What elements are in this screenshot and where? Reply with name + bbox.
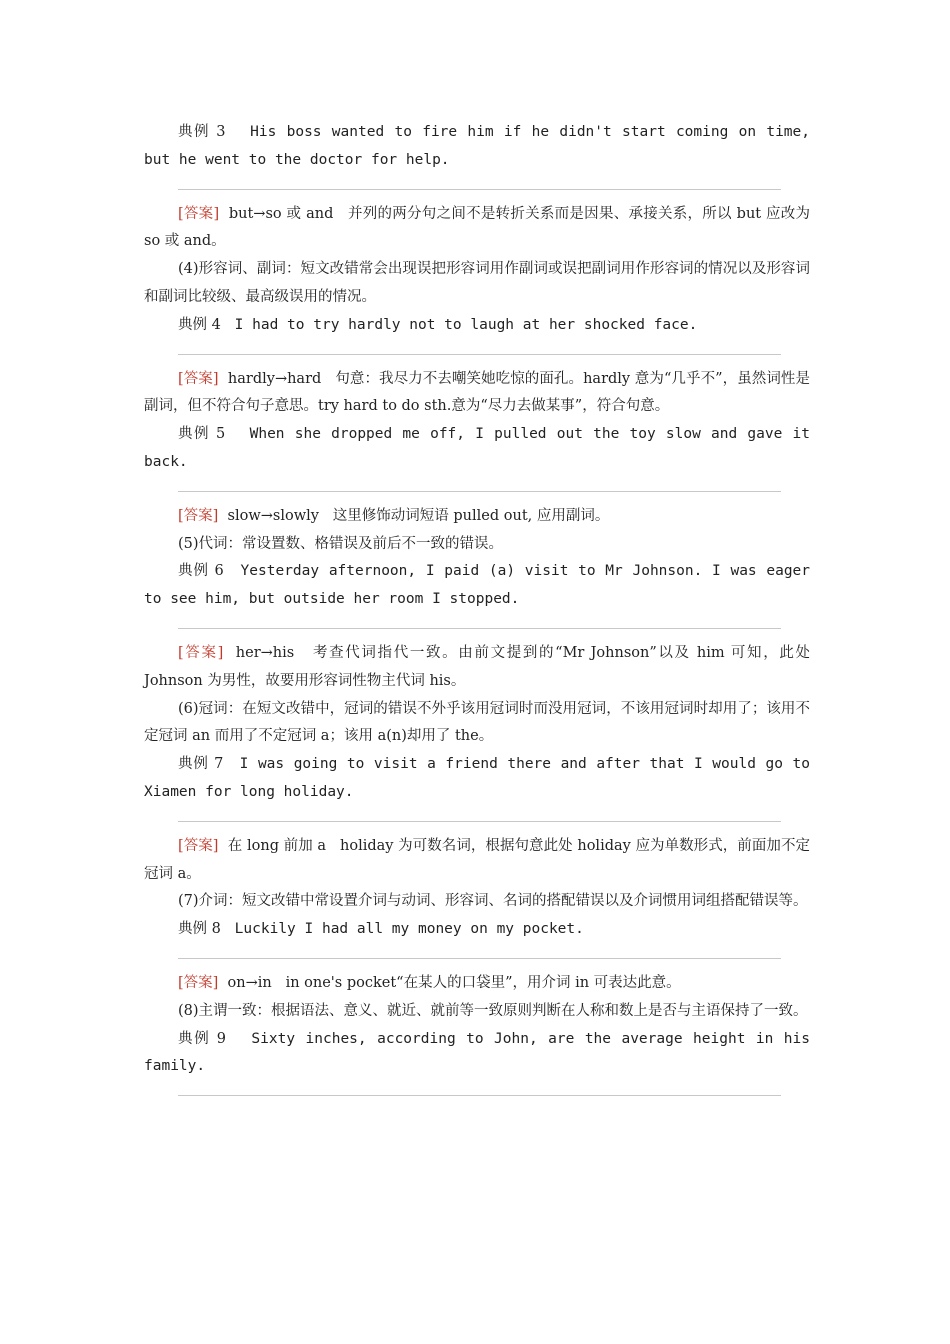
- example-label: 典例 7: [178, 756, 224, 773]
- example-label: 典例 6: [178, 563, 224, 580]
- answer-blank-line: [178, 491, 781, 492]
- example-3: [144, 119, 819, 175]
- answer-text: 在 long 前加 a holiday 为可数名词，根据句意此处 holiday 应为单数形式，前面加不定冠词 a。: [144, 837, 811, 882]
- answer-6: [144, 640, 815, 696]
- answer-text: but→so 或 and 并列的两分句之间不是转折关系而是因果、承接关系，所以 but 应改为 so 或 and。: [144, 205, 815, 250]
- section-4-adjectives-adverbs: (4)形容词、副词：短文改错常会出现误把形容词用作副词或误把副词用作形容词的情况以及形容词和副词比较级、最高级误用的情况。: [144, 261, 810, 305]
- answer-5: [144, 503, 810, 531]
- answer-label: [答案]: [178, 644, 224, 661]
- section-6-articles: (6)冠词：在短文改错中，冠词的错误不外乎该用冠词时而没用冠词，不该用冠词时却用了；该用不定冠词 an 而用了不定冠词 a；该用 a(n)却用了 the。: [144, 700, 810, 745]
- answer-label: [答案]: [178, 837, 219, 854]
- example-8: [144, 916, 810, 944]
- answer-blank-line: [178, 189, 781, 190]
- answer-label: [答案]: [178, 974, 219, 991]
- answer-blank-line: [178, 958, 781, 959]
- example-label: 典例 5: [178, 426, 226, 443]
- answer-text: slow→slowly 这里修饰动词短语 pulled out, 应用副词。: [227, 507, 610, 524]
- answer-blank-line: [178, 1095, 781, 1096]
- example-4: [144, 312, 810, 340]
- answer-label: [答案]: [178, 507, 219, 524]
- example-sentence: Sixty inches, according to John, are the average height in his family.: [144, 1030, 819, 1075]
- section-7-prepositions: (7)介词：短文改错中常设置介词与动词、形容词、名词的搭配错误以及介词惯用词组搭配错误等。: [178, 893, 808, 910]
- example-label: 典例 3: [178, 124, 226, 140]
- example-label: 典例 8: [178, 921, 221, 938]
- answer-blank-line: [178, 628, 781, 629]
- answer-text: on→in in one's pocket“在某人的口袋里”，用介词 in 可表达此意。: [227, 974, 681, 991]
- answer-3: [144, 201, 815, 257]
- example-sentence: When she dropped me off, I pulled out the toy slow and gave it back.: [144, 426, 819, 470]
- answer-4: [144, 366, 810, 422]
- answer-blank-line: [178, 821, 781, 822]
- section-8-subject-verb-agreement: (8)主谓一致：根据语法、意义、就近、就前等一致原则判断在人称和数上是否与主语保持了一致。: [178, 1002, 808, 1019]
- answer-blank-line: [178, 354, 781, 355]
- answer-text: hardly→hard 句意：我尽力不去嘲笑她吃惊的面孔。hardly 意为“几乎不”，虽然词性是副词，但不符合句子意思。try hard to do sth.意为“尽力去做某事”，符合句意。: [144, 370, 810, 415]
- section-5-pronouns: (5)代词：常设置数、格错误及前后不一致的错误。: [178, 535, 504, 552]
- answer-7: [144, 833, 810, 889]
- example-sentence: His boss wanted to fire him if he didn't start coming on time, but he went to the doctor for help.: [144, 124, 819, 168]
- example-sentence: Yesterday afternoon, I paid (a) visit to Mr Johnson. I was eager to see him, but outside her room I stopped.: [144, 563, 819, 608]
- example-sentence: I had to try hardly not to laugh at her shocked face.: [234, 316, 698, 333]
- document-page: [144, 119, 819, 1107]
- example-sentence: I was going to visit a friend there and after that I would go to Xiamen for long holiday.: [144, 756, 819, 800]
- answer-label: [答案]: [178, 370, 219, 387]
- example-sentence: Luckily I had all my money on my pocket.: [234, 921, 584, 938]
- example-label: 典例 9: [178, 1030, 227, 1047]
- example-9: [144, 1026, 819, 1082]
- example-5: [144, 421, 819, 477]
- example-6: [144, 558, 819, 614]
- answer-label: [答案]: [178, 205, 220, 222]
- example-7: [144, 751, 819, 807]
- answer-8: [144, 970, 810, 998]
- answer-text: her→his 考查代词指代一致。由前文提到的“Mr Johnson”以及 him 可知，此处 Johnson 为男性，故要用形容词性物主代词 his。: [144, 644, 815, 689]
- example-label: 典例 4: [178, 316, 221, 333]
